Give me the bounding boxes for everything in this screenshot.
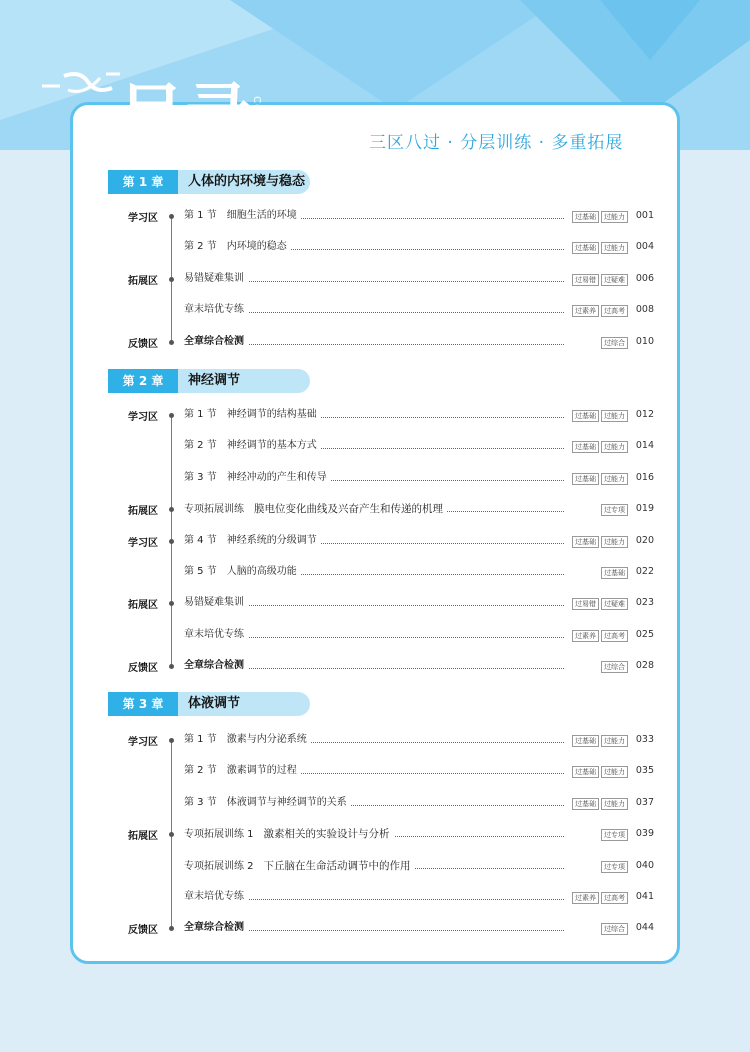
entry-title: 专项拓展训练 2 下丘脑在生命活动调节中的作用 [184,859,415,874]
level-tag: 过素养 [572,892,599,904]
title-english: CONTENTS [251,96,262,159]
zone-label: 学习区 [128,537,158,549]
entry-tags [595,828,628,842]
level-tag: 过基础 [572,441,599,453]
level-tag: 过基础 [572,473,599,485]
entry-subtitle: 膜电位变化曲线及兴奋产生和传递的机理 [254,503,443,516]
entry-title: 易错疑难集训 [184,596,248,610]
toc-entry[interactable] [184,596,654,610]
chapter-header[interactable] [108,692,310,716]
toc-entry[interactable] [184,565,654,579]
entry-title: 易错疑难集训 [184,272,248,286]
zone-label: 拓展区 [128,506,158,518]
entry-subtitle: 下丘脑在生命活动调节中的作用 [263,859,411,872]
entry-tags [566,629,628,643]
level-tag: 过高考 [601,892,628,904]
level-tag: 过综合 [601,661,628,673]
entry-title: 全章综合检测 [184,921,248,935]
entry-tags [566,765,628,779]
level-tag: 过专项 [601,829,628,841]
level-tag: 过基础 [572,242,599,254]
level-tag: 过能力 [601,211,628,223]
page-number: 039 [635,828,654,840]
page-number: 025 [635,628,654,640]
page-number: 019 [635,503,654,515]
toc-entry[interactable] [184,659,654,673]
toc-entry[interactable] [184,890,654,904]
level-tag: 过专项 [601,861,628,873]
chapter-name: 体液调节 [178,692,310,716]
page-number: 028 [635,660,654,672]
level-tag: 过基础 [572,536,599,548]
page-number: 008 [635,304,654,316]
entry-title: 章末培优专练 [184,303,248,317]
zone-label: 拓展区 [128,275,158,287]
zone-label: 学习区 [128,213,158,224]
toc-entry[interactable] [184,764,654,778]
entry-tags [595,503,628,517]
entry-title: 第 2 节 内环境的稳态 [184,240,291,254]
entry-tags [566,409,628,423]
level-tag: 过能力 [601,798,628,810]
timeline-dot [169,277,174,282]
toc-entry[interactable] [184,502,654,516]
page-number: 010 [635,335,654,347]
entry-title: 第 4 节 神经系统的分级调节 [184,534,321,548]
entry-title: 第 5 节 人脑的高级功能 [184,565,301,579]
timeline-dot [169,413,174,418]
level-tag: 过高考 [601,305,628,317]
toc-entry[interactable] [184,209,654,223]
level-tag: 过易错 [572,274,599,286]
page-number: 033 [635,734,654,745]
entry-title: 第 1 节 激素与内分泌系统 [184,733,311,747]
entry-tags [566,241,628,255]
level-tag: 过素养 [572,630,599,642]
page-number: 022 [635,566,654,577]
entry-title: 专项拓展训练 膜电位变化曲线及兴奋产生和传递的机理 [184,502,447,517]
toc-entry[interactable] [184,408,654,422]
entry-tags [566,304,628,318]
level-tag: 过基础 [572,798,599,810]
level-tag: 过疑难 [601,598,628,610]
timeline-dot [169,340,174,345]
chapter-number: 第 3 章 [108,692,178,716]
entry-title: 第 3 节 神经冲动的产生和传导 [184,471,331,485]
page-number: 041 [635,891,654,902]
entry-title: 第 3 节 体液调节与神经调节的关系 [184,796,351,810]
toc-entry[interactable] [184,628,654,642]
toc-entry[interactable] [184,796,654,810]
toc-entry[interactable] [184,827,654,841]
page-number: 023 [635,597,654,609]
zone-label: 反馈区 [128,338,158,350]
level-tag: 过综合 [601,923,628,935]
entry-subtitle: 激素相关的实验设计与分析 [263,828,390,841]
page-number: 001 [635,210,654,221]
page-number: 016 [635,471,654,483]
toc-entry[interactable] [184,272,654,286]
entry-title: 章末培优专练 [184,628,248,642]
entry-tags [566,597,628,611]
entry-tags [566,273,628,287]
level-tag: 过基础 [572,766,599,778]
zone-label: 反馈区 [128,663,158,675]
timeline-dot [169,738,174,743]
page-number: 014 [635,440,654,452]
entry-title: 第 2 节 神经调节的基本方式 [184,439,321,453]
toc-entry[interactable] [184,439,654,453]
timeline-dot [169,214,174,219]
zone-label: 学习区 [128,412,158,423]
level-tag: 过基础 [572,211,599,223]
entry-title: 第 1 节 神经调节的结构基础 [184,408,321,422]
chapter-number: 第 1 章 [108,170,178,194]
page-title: 目录 [118,76,254,153]
zone-label: 反馈区 [128,925,158,937]
entry-tags [595,860,628,874]
page-number: 004 [635,241,654,253]
entry-tags [566,210,628,224]
toc-entry[interactable] [184,335,654,349]
slogan: 三区八过 · 分层训练 · 多重拓展 [369,133,624,153]
level-tag: 过基础 [572,735,599,747]
brand-logo [40,68,122,98]
entry-tags [595,566,628,580]
level-tag: 过能力 [601,766,628,778]
toc-entry[interactable] [184,921,654,935]
entry-tags [595,336,628,350]
toc-entry[interactable] [184,534,654,548]
toc-entry[interactable] [184,859,654,873]
toc-entry[interactable] [184,303,654,317]
page-number: 012 [635,409,654,420]
toc-entry[interactable] [184,471,654,485]
level-tag: 过专项 [601,504,628,516]
level-tag: 过能力 [601,410,628,422]
chapter-name: 神经调节 [178,369,310,393]
page-number: 037 [635,796,654,808]
zone-label: 拓展区 [128,831,158,843]
level-tag: 过能力 [601,735,628,747]
entry-tags [595,922,628,936]
chapter-number: 第 2 章 [108,369,178,393]
entry-title: 第 1 节 细胞生活的环境 [184,209,301,223]
level-tag: 过能力 [601,441,628,453]
entry-tags [566,472,628,486]
timeline-dot [169,539,174,544]
page-number: 044 [635,922,654,934]
entry-tags [566,891,628,905]
page-number: 040 [635,859,654,871]
toc-entry[interactable] [184,240,654,254]
level-tag: 过素养 [572,305,599,317]
level-tag: 过能力 [601,473,628,485]
entry-tags [566,440,628,454]
level-tag: 过基础 [572,410,599,422]
page-number: 035 [635,765,654,777]
chapter-header[interactable] [108,369,310,393]
page-number: 006 [635,272,654,284]
zone-label: 学习区 [128,737,158,748]
level-tag: 过疑难 [601,274,628,286]
entry-tags [566,797,628,811]
toc-entry[interactable] [184,733,654,747]
entry-title: 专项拓展训练 1 激素相关的实验设计与分析 [184,827,394,842]
entry-tags [595,660,628,674]
page-number: 020 [635,534,654,546]
entry-tags [566,535,628,549]
level-tag: 过高考 [601,630,628,642]
level-tag: 过综合 [601,337,628,349]
entry-title: 第 2 节 激素调节的过程 [184,764,301,778]
zone-label: 拓展区 [128,600,158,612]
level-tag: 过能力 [601,536,628,548]
entry-title: 章末培优专练 [184,890,248,904]
entry-title: 全章综合检测 [184,659,248,673]
chapter-name: 人体的内环境与稳态 [178,170,310,194]
entry-tags [566,734,628,748]
level-tag: 过基础 [601,567,628,579]
level-tag: 过易错 [572,598,599,610]
chapter-header[interactable] [108,170,310,194]
level-tag: 过能力 [601,242,628,254]
entry-title: 全章综合检测 [184,335,248,349]
